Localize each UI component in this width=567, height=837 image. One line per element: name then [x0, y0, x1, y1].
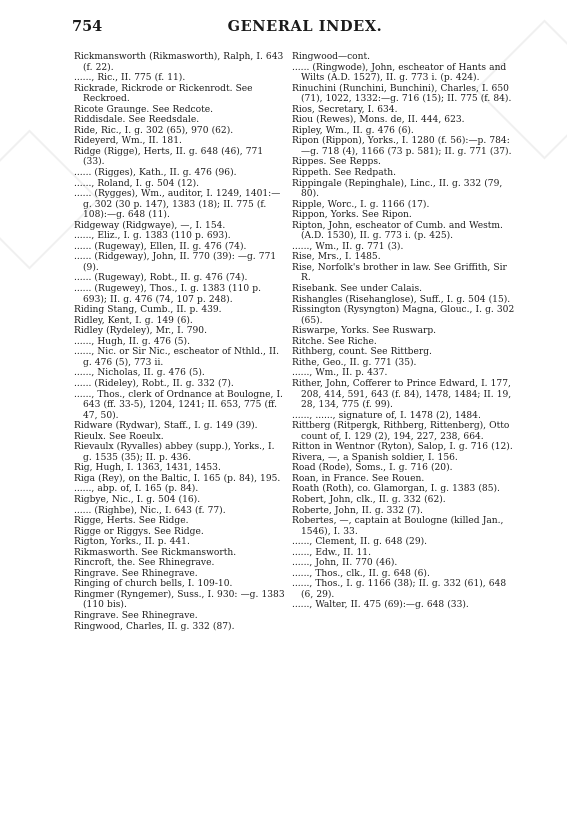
index-entry: Ritton in Wentnor (Ryton), Salop, I. g. 716 (12).	[292, 442, 513, 453]
index-entry: Road (Rode), Soms., I. g. 716 (20).	[292, 463, 453, 474]
index-entry: ......, Walter, II. 475 (69):—g. 648 (33).	[292, 600, 469, 611]
running-title: GENERAL INDEX.	[227, 18, 383, 35]
index-entry: Rincroft, the. See Rhinegrave.	[74, 558, 215, 569]
index-entry: Ripton, John, escheator of Cumb. and Westm. (A.D. 1530), II. g. 773 i. (p. 425).	[292, 220, 503, 242]
index-entry: Rivera, —, a Spanish soldier, I. 156.	[292, 452, 458, 463]
index-entry: Ringmer (Ryngemer), Suss., I. 930: —g. 1383 (110 bis).	[74, 589, 285, 611]
index-entry: ......, Clement, II. g. 648 (29).	[292, 537, 428, 548]
index-entry: Ridley (Rydeley), Mr., I. 790.	[74, 326, 207, 337]
index-entry: Ricote Graunge. See Redcote.	[74, 104, 214, 115]
index-entry: Rigge, Herts. See Ridge.	[74, 516, 189, 527]
index-entry: Rikmasworth. See Rickmansworth.	[74, 547, 237, 558]
index-entry: Robert, John, clk., II. g. 332 (62).	[292, 494, 446, 505]
index-entry: Rissington (Rysyngton) Magna, Glouc., I. g. 302 (65).	[292, 305, 515, 326]
index-entry: Rithberg, count. See Rittberg.	[292, 347, 432, 358]
index-entry: Roath (Roth), co. Glamorgan, I. g. 1383 (85).	[292, 484, 500, 495]
index-entry: Risebank. See under Calais.	[292, 284, 423, 295]
index-entry: Ringrave. See Rhinegrave.	[74, 568, 198, 579]
index-entry: Rippon, Yorks. See Ripon.	[292, 210, 412, 221]
index-entry: Ringing of church bells, I. 109-10.	[74, 579, 233, 590]
index-entry: Rishangles (Risehanglose), Suff., I. g. 504 (15).	[292, 294, 511, 305]
index-entry: Roan, in France. See Rouen.	[292, 473, 425, 484]
index-entry: Rievaulx (Ryvalles) abbey (supp.), Yorks., I. g. 1535 (35); II. p. 436.	[74, 442, 275, 463]
index-entry: Ridware (Rydwar), Staff., I. g. 149 (39).	[74, 421, 258, 432]
index-entry: Rigbye, Nic., I. g. 504 (16).	[74, 494, 201, 505]
index-entry: ......, Nic. or Sir Nic., escheator of Nthld., II. g. 476 (5), 773 ii.	[74, 347, 280, 368]
index-entry: Rickrade, Rickrode or Rickenrodt. See Reckroed.	[74, 83, 253, 105]
index-entry: Robertes, —, captain at Boulogne (killed Jan., 1546), I. 33.	[292, 516, 504, 537]
index-entry: Ripon (Rippon), Yorks., I. 1280 (f. 56):—p. 784:—g. 718 (4), 1166 (73 p. 581); II. g. 771 (37).	[292, 136, 512, 157]
index-entry: Rippingale (Repinghale), Linc., II. g. 332 (79, 80).	[292, 178, 503, 200]
index-entry: ...... (Rugeway), Robt., II. g. 476 (74).	[74, 273, 248, 284]
index-entry: ...... (Rigges), Kath., II. g. 476 (96).	[74, 168, 237, 179]
index-entry: Rios, Secretary, I. 634.	[292, 104, 398, 115]
index-entry: Rig, Hugh, I. 1363, 1431, 1453.	[74, 463, 221, 474]
index-entry: Ripple, Worc., I. g. 1166 (17).	[292, 199, 430, 210]
index-entry: ......, Ric., II. 775 (f. 11).	[74, 73, 186, 84]
index-entry: ...... (Rugewey), Thos., I. g. 1383 (110 p. 693); II. g. 476 (74, 107 p. 248).	[74, 284, 261, 305]
index-entry: Ridgeway (Ridgwaye), —, I. 154.	[74, 220, 226, 231]
index-entry: ......, Thos., clerk of Ordnance at Boulogne, I. 643 (ff. 33-5), 1204, 1241; II. 653, 775 (ff. 47, 50).	[74, 389, 283, 421]
index-entry: Rippes. See Repps.	[292, 157, 381, 168]
index-entry: Ringwood—cont.	[292, 52, 371, 62]
index-entry: Rise, Norfolk's brother in law. See Griffith, Sir R.	[292, 262, 507, 284]
index-entry: ......, ......, signature of, I. 1478 (2), 1484.	[292, 410, 481, 421]
index-entry: ...... (Ridgeway), John, II. 770 (39): —g. 771 (9).	[74, 252, 277, 273]
index-entry: ......, Roland, I. g. 504 (12).	[74, 178, 200, 189]
page-header	[72, 18, 538, 40]
index-entry: ......, Thos., clk., II. g. 648 (6).	[292, 568, 430, 579]
index-entry: ......, Wm., II. g. 771 (3).	[292, 241, 404, 252]
index-entry: Riga (Rey), on the Baltic, I. 165 (p. 84), 195.	[74, 473, 281, 484]
index-entry: Riou (Rewes), Mons. de, II. 444, 623.	[292, 115, 465, 126]
index-entry: Rickmansworth (Rikmasworth), Ralph, I. 643 (f. 22).	[74, 52, 284, 73]
index-entry: Ripley, Wm., II. g. 476 (6).	[292, 125, 414, 136]
index-entry: ......, abp. of, I. 165 (p. 84).	[74, 484, 199, 495]
index-entry: Rither, John, Cofferer to Prince Edward, I. 177, 208, 414, 591, 643 (f. 84), 1478, 1484; II. 19, 28, 134, 775 (f. 99).	[292, 378, 512, 411]
index-entry: Rise, Mrs., I. 1485.	[292, 252, 381, 263]
index-entry: ......, Wm., II. p. 437.	[292, 368, 388, 379]
index-entry: Roberte, John, II. g. 332 (7).	[292, 505, 423, 516]
index-entry: ......, John, II. 770 (46).	[292, 558, 398, 569]
index-entry: Riding Stang, Cumb., II. p. 439.	[74, 305, 222, 316]
index-entry: Rithe, Geo., II. g. 771 (35).	[292, 357, 417, 368]
index-entry: ......, Edw., II. 11.	[292, 547, 371, 558]
index-entry: Riddisdale. See Reedsdale.	[74, 115, 200, 126]
index-entry: Ringwood, Charles, II. g. 332 (87).	[74, 621, 235, 632]
index-entry: Rigton, Yorks., II. p. 441.	[74, 537, 190, 548]
index-entry: ...... (Rugeway), Ellen, II. g. 476 (74).	[74, 241, 247, 252]
index-entry: Rigge or Riggys. See Ridge.	[74, 526, 204, 537]
index-entry: ...... (Ringwode), John, escheator of Hants and Wilts (A.D. 1527), II. g. 773 i. (p. 424).	[292, 62, 507, 84]
index-entry: Ridge (Rigge), Herts, II. g. 648 (46), 771 (33).	[74, 146, 264, 168]
index-entry: Ride, Ric., I. g. 302 (65), 970 (62).	[74, 125, 234, 136]
index-entry: ......, Hugh, II. g. 476 (5).	[74, 336, 190, 347]
index-entry: ......, Eliz., I. g. 1383 (110 p. 693).	[74, 231, 231, 242]
index-entry: ...... (Rideley), Robt., II. g. 332 (7).	[74, 378, 234, 389]
index-entry: Rinuchini (Runchini, Bunchini), Charles, I. 650 (71), 1022, 1332:—g. 716 (15); II. 775 (f. 84).	[292, 83, 512, 105]
index-entry: Ringrave. See Rhinegrave.	[74, 610, 198, 621]
page-number: 754	[72, 18, 103, 35]
index-entry: Riswarpe, Yorks. See Ruswarp.	[292, 326, 437, 337]
index-entry: ...... (Rygges), Wm., auditor, I. 1249, 1401:—g. 302 (30 p. 147), 1383 (18); II. 775 (f. 108):—g. 648 (11).	[74, 189, 281, 221]
index-entry: Rideyerd, Wm., II. 181.	[74, 136, 182, 147]
index-entry: ...... (Righbe), Nic., I. 643 (f. 77).	[74, 505, 226, 516]
index-column-left	[74, 52, 286, 632]
index-column-right	[292, 52, 517, 611]
index-entry: ......, Nicholas, II. g. 476 (5).	[74, 368, 205, 379]
index-entry: Rieulx. See Roeulx.	[74, 431, 164, 442]
index-entry: Rittberg (Ritpergk, Rithberg, Rittenberg), Otto count of, I. 129 (2), 194, 227, 238, 664.	[292, 421, 510, 442]
index-entry: Rippeth. See Redpath.	[292, 168, 397, 179]
index-entry: ......, Thos., I. g. 1166 (38); II. g. 332 (61), 648 (6, 29).	[292, 579, 507, 600]
index-entry: Ridley, Kent, I. g. 149 (6).	[74, 315, 193, 326]
index-entry: Ritche. See Riche.	[292, 336, 377, 347]
